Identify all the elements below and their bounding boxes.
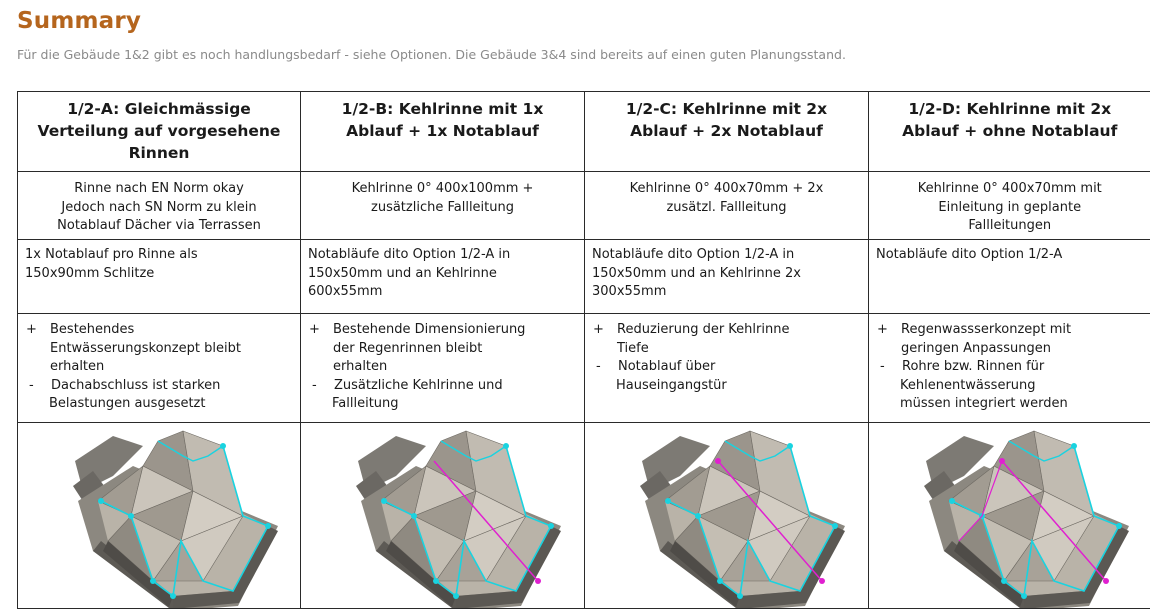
kehlrinne-drain xyxy=(535,578,541,584)
notablauf-line: 150x50mm und an Kehlrinne 2x xyxy=(592,265,801,281)
option-a-header: 1/2-A: Gleichmässige Verteilung auf vorgesehene Rinnen xyxy=(37,100,281,162)
gutter-drain xyxy=(787,443,793,449)
gutter-drain xyxy=(1001,578,1007,584)
desc-line: Kehlrinne 0° 400x70mm + 2x xyxy=(629,181,824,196)
roof-drawing xyxy=(73,431,278,608)
gutter-drain xyxy=(98,498,104,504)
notablauf-line: 300x55mm xyxy=(592,284,667,299)
roof-drawing xyxy=(640,431,845,608)
minus-symbol: - xyxy=(29,377,34,393)
desc-line: Jedoch nach SN Norm zu klein xyxy=(61,199,257,215)
options-table xyxy=(17,91,1150,609)
con-item xyxy=(593,358,862,395)
gutter-drain xyxy=(381,498,387,504)
plus-symbol: + xyxy=(26,322,37,337)
gutter-drain xyxy=(717,578,723,584)
desc-line: Fallleitungen xyxy=(968,218,1052,233)
pro-line: Reduzierung der Kehlrinne xyxy=(617,322,790,337)
header-cell xyxy=(869,92,1150,172)
gutter-drain xyxy=(220,443,226,449)
desc-line: Einleitung in geplante xyxy=(938,199,1082,215)
gutter-drain xyxy=(695,513,701,519)
gutter-drain xyxy=(453,593,459,599)
con-line: müssen integriert werden xyxy=(900,396,1068,411)
con-item xyxy=(309,377,578,414)
gutter-drain xyxy=(411,513,417,519)
page-subtitle: Für die Gebäude 1&2 gibt es noch handlungsbedarf - siehe Optionen. Die Gebäude 3&4 sind bereits auf einen guten Planungsstand. xyxy=(17,47,846,62)
description-row xyxy=(18,172,1150,240)
desc-line: Kehlrinne 0° 400x70mm mit xyxy=(917,181,1102,196)
pro-line: erhalten xyxy=(50,359,105,374)
gutter-drain xyxy=(832,523,838,529)
gutter-drain xyxy=(150,578,156,584)
kehlrinne-drain xyxy=(715,458,721,464)
gutter-drain xyxy=(737,593,743,599)
roof-drawing xyxy=(924,431,1129,608)
gutter-drain xyxy=(503,443,509,449)
gutter-drain xyxy=(433,578,439,584)
notablauf-line: 150x50mm und an Kehlrinne xyxy=(308,265,497,281)
notablauf-cell xyxy=(18,240,301,314)
con-line: Hauseingangstür xyxy=(616,377,727,393)
description-cell xyxy=(585,172,869,240)
gutter-drain xyxy=(265,523,271,529)
option-c-header: 1/2-C: Kehlrinne mit 2x Ablauf + 2x Notablauf xyxy=(625,100,828,140)
kehlrinne-drain xyxy=(1103,578,1109,584)
roof-drawing xyxy=(356,431,561,608)
con-line: Zusätzliche Kehlrinne und xyxy=(334,377,503,393)
option-d-header: 1/2-D: Kehlrinne mit 2x Ablauf + ohne Notablauf xyxy=(902,100,1118,140)
notablauf-line: Notabläufe dito Option 1/2-A xyxy=(876,247,1063,262)
con-line: Notablauf über xyxy=(618,359,716,374)
notablauf-line: 1x Notablauf pro Rinne als xyxy=(25,247,198,262)
notablauf-cell xyxy=(869,240,1150,314)
notablauf-cell xyxy=(585,240,869,314)
desc-line: Notablauf Dächer via Terrassen xyxy=(57,218,261,233)
minus-symbol: - xyxy=(596,359,601,374)
gutter-drain xyxy=(1116,523,1122,529)
option-b-header: 1/2-B: Kehlrinne mit 1x Ablauf + 1x Notablauf xyxy=(341,100,544,140)
notablauf-line: Notabläufe dito Option 1/2-A in xyxy=(592,247,795,262)
gutter-drain xyxy=(548,523,554,529)
notablauf-line: 150x90mm Schlitze xyxy=(25,265,155,281)
page-title: Summary xyxy=(17,8,142,34)
desc-line: zusätzl. Fallleitung xyxy=(666,199,787,215)
notablauf-line: Notabläufe dito Option 1/2-A in xyxy=(308,247,511,262)
description-cell xyxy=(301,172,585,240)
pros-cons-cell xyxy=(18,314,301,423)
notablauf-cell xyxy=(301,240,585,314)
pros-cons-cell xyxy=(869,314,1150,423)
minus-symbol: - xyxy=(880,359,885,374)
header-cell xyxy=(301,92,585,172)
gutter-drain xyxy=(949,498,955,504)
pro-line: geringen Anpassungen xyxy=(901,340,1051,356)
plus-symbol: + xyxy=(877,322,888,337)
pro-line: Entwässerungskonzept bleibt xyxy=(50,340,241,356)
pro-item xyxy=(877,321,1145,358)
pro-item xyxy=(26,321,294,377)
description-cell xyxy=(18,172,301,240)
roof-model-image xyxy=(869,423,1150,608)
con-line: Dachabschluss ist starken xyxy=(51,377,221,393)
pros-cons-cell xyxy=(585,314,869,423)
pro-item xyxy=(593,321,862,358)
notablauf-line: 600x55mm xyxy=(308,284,383,299)
con-line: Rohre bzw. Rinnen für xyxy=(902,359,1045,374)
pro-line: Bestehende Dimensionierung xyxy=(333,322,526,337)
plus-symbol: + xyxy=(309,322,320,337)
kehlrinne-drain xyxy=(819,578,825,584)
con-line: Fallleitung xyxy=(332,396,399,411)
roof-image-cell xyxy=(301,423,585,609)
pros-cons-row xyxy=(18,314,1150,423)
gutter-drain xyxy=(170,593,176,599)
pro-line: Regenwassserkonzept mit xyxy=(901,322,1072,337)
header-cell xyxy=(18,92,301,172)
roof-model-image xyxy=(585,423,869,608)
header-row xyxy=(18,92,1150,172)
plus-symbol: + xyxy=(593,322,604,337)
pro-item xyxy=(309,321,578,377)
minus-symbol: - xyxy=(312,377,317,393)
header-cell xyxy=(585,92,869,172)
pro-line: erhalten xyxy=(333,359,388,374)
con-item xyxy=(877,358,1145,414)
roof-image-cell xyxy=(869,423,1150,609)
image-row xyxy=(18,423,1150,609)
gutter-drain xyxy=(128,513,134,519)
pro-line: Bestehendes xyxy=(50,322,135,337)
desc-line: Kehlrinne 0° 400x100mm + xyxy=(351,181,534,196)
desc-line: zusätzliche Fallleitung xyxy=(371,199,514,215)
roof-image-cell xyxy=(585,423,869,609)
gutter-drain xyxy=(665,498,671,504)
roof-model-image xyxy=(301,423,585,608)
notablauf-row xyxy=(18,240,1150,314)
gutter-drain xyxy=(1071,443,1077,449)
desc-line: Rinne nach EN Norm okay xyxy=(74,181,244,196)
pro-line: der Regenrinnen bleibt xyxy=(333,340,483,356)
roof-model-image xyxy=(18,423,301,608)
pro-line: Tiefe xyxy=(617,340,649,356)
con-line: Kehlenentwässerung xyxy=(900,377,1036,393)
description-cell xyxy=(869,172,1150,240)
roof-image-cell xyxy=(18,423,301,609)
con-item xyxy=(26,377,294,414)
con-line: Belastungen ausgesetzt xyxy=(49,396,206,411)
pros-cons-cell xyxy=(301,314,585,423)
gutter-drain xyxy=(1021,593,1027,599)
